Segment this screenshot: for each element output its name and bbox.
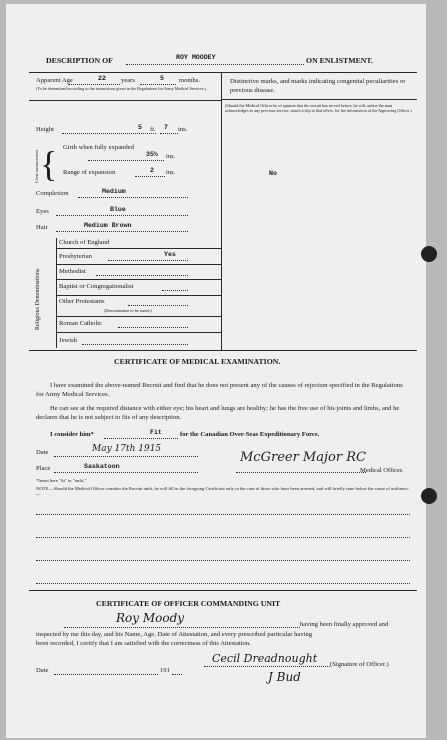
- range-label: Range of expansion: [63, 169, 116, 176]
- denomination-roman-catholic: Roman Catholic: [59, 320, 103, 327]
- girth-unit: ins.: [166, 153, 176, 160]
- dotted-line: [172, 674, 182, 675]
- dotted-line: [236, 472, 366, 473]
- chest-measurement-label: Chest measurement: [34, 150, 39, 184]
- rule: [56, 316, 221, 317]
- dotted-line: [135, 176, 165, 177]
- height-ft: 5: [138, 124, 142, 131]
- description-title-prefix: DESCRIPTION OF: [46, 56, 113, 65]
- top-rule: [29, 72, 417, 73]
- dotted-line: [104, 438, 178, 439]
- hair-value: Medium Brown: [84, 222, 132, 229]
- girth-value: 35½: [146, 151, 158, 158]
- rule: [56, 332, 221, 333]
- rule: [56, 279, 221, 280]
- eyes-value: Blue: [110, 206, 126, 213]
- rule: [29, 100, 221, 101]
- dotted-line: [162, 290, 188, 291]
- insert-note: *Insert here "fit" or "unfit.": [36, 478, 87, 483]
- column-divider: [221, 72, 222, 350]
- dotted-line: [140, 84, 176, 85]
- recruit-signature: Roy Moody: [116, 611, 185, 625]
- dotted-line: [118, 327, 188, 328]
- denomination-church-of-england: Church of England: [59, 239, 110, 246]
- complexion-value: Medium: [102, 188, 126, 195]
- rule: [56, 248, 221, 249]
- distinctive-marks-heading: Distinctive marks, and marks indicating congenital peculiarities or previous disease.: [230, 78, 406, 94]
- distinctive-note: (Should the Medical Officer be of opinion that the recruit has served before, he will, unless the man acknowledges to any previous service, attach a slip to that effect, for the information of the Approving Officer.): [225, 103, 412, 113]
- consider-value: Fit: [150, 429, 162, 436]
- medical-officer-signature: McGreer Major RC: [240, 450, 366, 465]
- chest-brace: {: [40, 144, 58, 184]
- description-title-suffix: ON ENLISTMENT.: [306, 56, 374, 65]
- commanding-certificate-title: CERTIFICATE OF OFFICER COMMANDING UNIT: [96, 599, 281, 608]
- denomination-jewish: Jewish: [59, 337, 77, 344]
- consider-suffix: for the Canadian Over-Seas Expeditionary Force.: [180, 431, 320, 438]
- dotted-line: [54, 472, 198, 473]
- approval-line-3: been recorded, I certify that I am satisfied with the correctness of this Attestation.: [36, 640, 251, 647]
- dotted-line: [108, 260, 188, 261]
- medical-date-label: Date: [36, 449, 49, 456]
- months-label: months.: [179, 77, 201, 84]
- dotted-line: [36, 583, 410, 584]
- unfitness-note: NOTE.—Should the Medical Officer consider the Recruit unfit, he will fill in the foregoing Certificate only in the case of those who have been attested, and will briefly state below the cause of unfitness:—: [36, 486, 409, 496]
- commanding-date-label: Date: [36, 667, 49, 674]
- denomination-methodist: Methodist: [59, 268, 86, 275]
- consider-prefix: I consider him*: [50, 431, 94, 438]
- dotted-line: [88, 160, 164, 161]
- dotted-line: [54, 674, 158, 675]
- height-in: 7: [164, 124, 168, 131]
- dotted-line: [56, 215, 188, 216]
- religious-denominations-label: Religious Denominations: [35, 268, 41, 330]
- apparent-age-label: Apparent Age: [36, 77, 73, 84]
- place-value: Saskatoon: [84, 463, 120, 470]
- denomination-baptist: Baptist or Congregationalist: [59, 283, 134, 290]
- dotted-line: [56, 231, 188, 232]
- medical-date-value: May 17th 1915: [92, 444, 162, 454]
- distinctive-marks-value: No: [269, 170, 277, 177]
- dotted-line: [62, 133, 156, 134]
- ins-label: ins.: [178, 126, 188, 133]
- eyes-label: Eyes: [36, 208, 49, 215]
- initials-signature: J Bud: [268, 670, 301, 684]
- place-label: Place: [36, 465, 51, 472]
- range-unit: ins.: [166, 169, 176, 176]
- dotted-line: [64, 627, 300, 628]
- hair-label: Hair: [36, 224, 48, 231]
- approval-line-2: inspected by me this day, and his Name, Age, Date of Attestation, and every prescribed particular having: [36, 631, 313, 638]
- dotted-line: [36, 514, 410, 515]
- range-value: 2: [150, 167, 154, 174]
- dotted-line: [68, 84, 120, 85]
- dotted-line: [204, 666, 330, 667]
- dotted-line: [36, 560, 410, 561]
- section-rule: [29, 590, 417, 591]
- medical-para-2: He can see at the required distance with either eye; his heart and lungs are healthy; he has the free use of his joints and limbs, and he declares that he is not subject to fits of any description.: [36, 405, 400, 421]
- approval-line-1: having been finally approved and: [300, 621, 389, 628]
- rule: [222, 99, 417, 100]
- age-years: 22: [98, 75, 106, 82]
- age-months: 5: [160, 75, 164, 82]
- girth-label: Girth when fully expanded: [63, 144, 134, 151]
- dotted-line: [78, 197, 188, 198]
- officer-signature: Cecil Dreadnought: [212, 652, 318, 665]
- complexion-label: Complexion: [36, 190, 69, 197]
- ft-label: ft.: [150, 126, 156, 133]
- punch-hole: [421, 488, 437, 504]
- height-label: Height: [36, 126, 54, 133]
- signature-of-officer-label: (Signature of Officer.): [330, 661, 389, 668]
- dotted-line: [36, 537, 410, 538]
- punch-hole: [421, 246, 437, 262]
- dotted-line: [160, 133, 178, 134]
- denomination-note: (Denomination to be stated.): [104, 308, 152, 313]
- years-label: years: [121, 77, 135, 84]
- denomination-other-protestants: Other Protestants: [59, 298, 105, 305]
- dotted-line: [96, 275, 188, 276]
- presbyterian-value: Yes: [164, 251, 176, 258]
- dotted-line: [128, 305, 188, 306]
- age-note: (To be determined according to the instructions given in the Regulations for Army Medical Services.): [36, 86, 207, 91]
- dotted-line: [54, 456, 198, 457]
- medical-officer-label: Medical Officer.: [360, 467, 404, 474]
- denomination-presbyterian: Presbyterian: [59, 253, 92, 260]
- section-rule: [29, 350, 417, 351]
- rule: [56, 264, 221, 265]
- medical-para-1: I have examined the above-named Recruit and find that he does not present any of the causes of rejection specified in the Regulations for Army Medical Services.: [36, 382, 403, 398]
- rule: [56, 295, 221, 296]
- year-label: 191: [160, 667, 170, 674]
- medical-certificate-title: CERTIFICATE OF MEDICAL EXAMINATION.: [114, 357, 281, 366]
- dotted-line: [82, 344, 188, 345]
- recruit-name: ROY MOODEY: [176, 54, 216, 61]
- dotted-line: [126, 64, 304, 65]
